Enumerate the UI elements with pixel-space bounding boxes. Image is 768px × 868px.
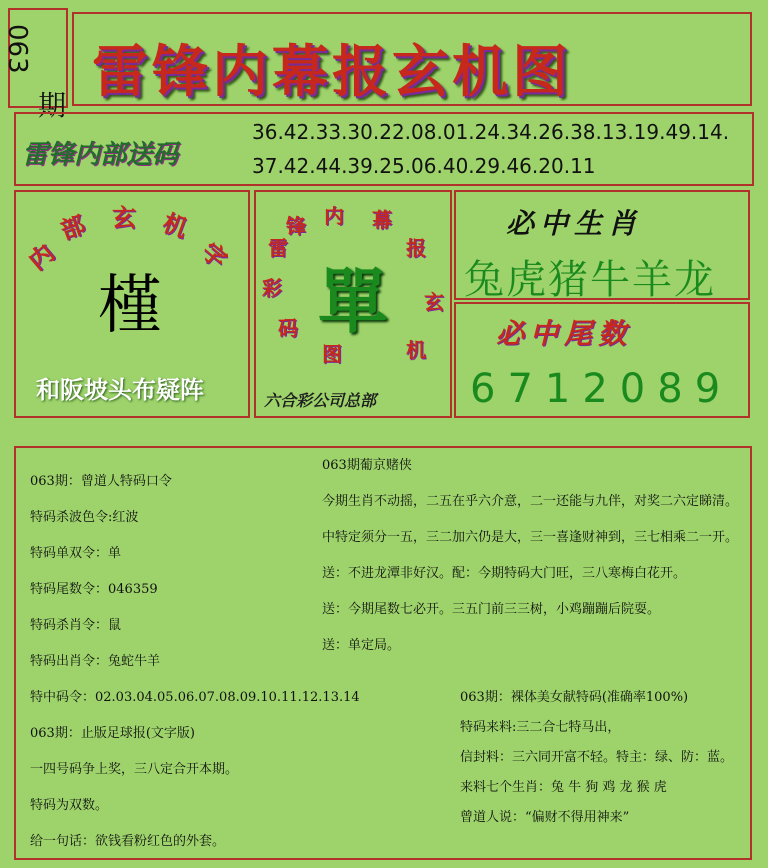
right-line-4: 送：今期尾数七必开。三五门前三三树，小鸡蹦蹦后院耍。	[322, 602, 661, 617]
right-line-5: 送：单定局。	[322, 638, 401, 653]
left-line-1: 特码杀波色令:红波	[30, 510, 139, 525]
puzzle-ring-2: 玄	[112, 203, 136, 232]
must-zodiac-box	[454, 190, 750, 303]
must-tail-value: 6712089	[470, 366, 733, 412]
center-ring-6: 机	[406, 338, 426, 362]
right-line-3: 送：不进龙潭非好汉。配：今期特码大门旺，三八寒梅白花开。	[322, 566, 687, 581]
tips-panel	[14, 446, 752, 860]
center-ring-2: 内	[324, 204, 344, 228]
puzzle-ring-0: 内	[22, 238, 60, 276]
code-line-1: 36.42.33.30.22.08.01.24.34.26.38.13.19.49.14.	[252, 120, 730, 144]
puzzle-ring-1: 部	[56, 209, 89, 246]
center-ring-3: 幕	[372, 208, 392, 232]
must-zodiac-label: 必中生肖	[506, 207, 643, 240]
rb-line-3: 来料七个生肖：兔 牛 狗 鸡 龙 猴 虎	[460, 780, 667, 795]
left-line-4: 特码杀肖令：鼠	[30, 618, 122, 633]
issue-qi: 期	[38, 89, 67, 122]
left-line-9: 特码为双数。	[30, 798, 109, 813]
center-ring-4: 报	[406, 236, 426, 260]
title-box	[72, 12, 752, 106]
right-line-1: 今期生肖不动摇，二五在乎六介意，二一还能与九伴，对奖二六定睇清。	[322, 494, 739, 509]
single-box	[254, 190, 452, 418]
center-ring-0: 雷	[268, 236, 288, 260]
left-line-0: 063期：曾道人特码口令	[30, 474, 172, 489]
issue-box	[2, 8, 68, 122]
internal-code-box	[14, 112, 754, 186]
right-line-0: 063期葡京赌侠	[322, 458, 412, 473]
puzzle-ring-3: 机	[159, 207, 192, 244]
left-line-7: 063期：止版足球报(文字版)	[30, 726, 195, 741]
puzzle-phrase: 和阪坡头布疑阵	[36, 375, 204, 404]
left-line-6: 特中码令：02.03.04.05.06.07.08.09.10.11.12.13.14	[30, 690, 360, 705]
must-tail-box	[454, 302, 750, 418]
single-char: 單	[318, 260, 388, 343]
center-ring-8: 码	[278, 316, 298, 340]
rb-line-2: 信封料：三六同开富不轻。特主：绿、防：蓝。	[460, 750, 734, 765]
company-footer: 六合彩公司总部	[264, 391, 377, 410]
right-line-2: 中特定须分一五，三二加六仍是大，三一喜逢财神到，三七相乘二一开。	[322, 530, 739, 545]
puzzle-char: 槿	[98, 269, 162, 343]
puzzle-ring-4: 字	[196, 236, 234, 274]
code-line-2: 37.42.44.39.25.06.40.29.46.20.11	[252, 154, 596, 178]
center-ring-7: 图	[322, 342, 342, 366]
left-line-2: 特码单双令：单	[30, 546, 122, 561]
center-ring-9: 彩	[262, 276, 282, 300]
center-ring-1: 锋	[286, 214, 306, 238]
rb-line-4: 曾道人说：“偏财不得用神来”	[460, 810, 630, 825]
center-ring-5: 玄	[424, 290, 444, 314]
puzzle-box	[14, 190, 250, 418]
issue-number: 063	[2, 24, 32, 74]
page-title: 雷锋内幕报玄机图	[92, 39, 572, 105]
left-line-10: 给一句话：欲钱看粉红色的外套。	[30, 834, 226, 849]
must-tail-label: 必中尾数	[496, 317, 633, 350]
left-line-8: 一四号码争上奖，三八定合开本期。	[30, 762, 239, 777]
left-line-3: 特码尾数令：046359	[30, 582, 158, 597]
left-line-5: 特码出肖令：兔蛇牛羊	[30, 654, 161, 669]
must-zodiac-value: 兔虎猪牛羊龙	[464, 257, 716, 303]
rb-line-1: 特码来料:三二合七特马出，	[460, 720, 621, 735]
rb-line-0: 063期：裸体美女献特码(准确率100%)	[460, 690, 689, 705]
internal-code-label: 雷锋内部送码	[22, 140, 179, 170]
